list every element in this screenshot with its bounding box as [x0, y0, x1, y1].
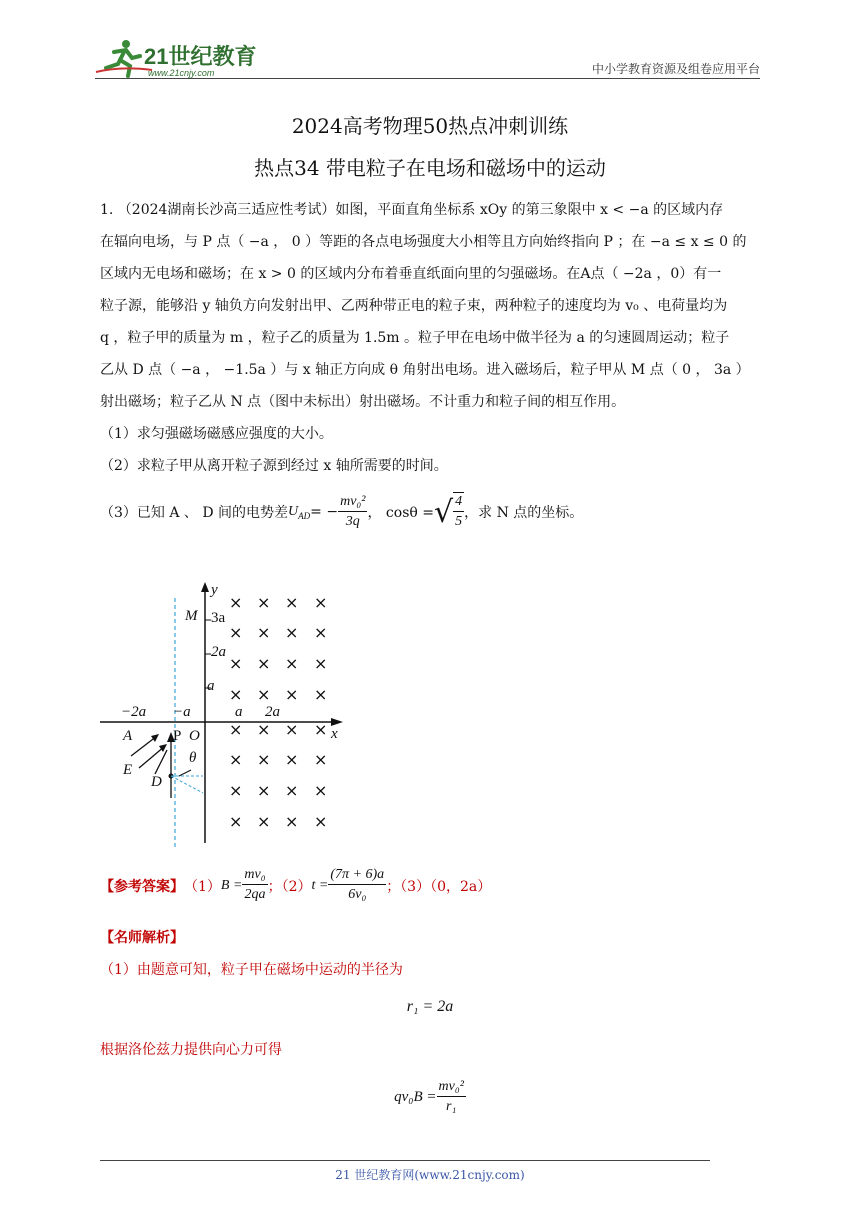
- svg-text:×: ×: [229, 781, 243, 800]
- problem-line-2: 在辐向电场，与 P 点（ −a ， 0 ）等距的各点电场强度大小相等且方向始终指向 P ；在 −a ≤ x ≤ 0 的: [100, 234, 747, 250]
- label-E: E: [123, 762, 133, 778]
- svg-text:×: ×: [285, 593, 299, 612]
- question-2: （2）求粒子甲从离开粒子源到经过 x 轴所需要的时间。: [100, 458, 448, 474]
- problem-line-6: 乙从 D 点（ −a ， −1.5a ）与 x 轴正方向成 θ 角射出电场。进入磁场后，粒子甲从 M 点（ 0 ， 3a ）: [100, 362, 750, 378]
- cos-fraction: $\frac{4}{5}$: [453, 492, 464, 532]
- svg-text:×: ×: [229, 654, 243, 673]
- svg-text:×: ×: [285, 781, 299, 800]
- site-name: 中小学教育资源及组卷应用平台: [591, 62, 760, 76]
- svg-text:×: ×: [285, 750, 299, 769]
- tick-a: a: [207, 678, 215, 694]
- svg-text:×: ×: [229, 812, 243, 831]
- tick-x-2a: 2a: [265, 704, 280, 720]
- logo-runner-icon: [92, 36, 262, 80]
- svg-text:×: ×: [314, 623, 328, 642]
- tick-2a: 2a: [211, 644, 226, 660]
- equation-lorentz: qv₀B = $\frac{\text{mv₀²}}{\text{r₁}}$: [394, 1079, 464, 1114]
- answer-2-fraction: $\frac{(7\pi + 6)a}{\text{6v₀}}$: [330, 867, 385, 902]
- svg-text:×: ×: [314, 812, 328, 831]
- header-divider: [95, 78, 760, 79]
- svg-text:×: ×: [314, 781, 328, 800]
- label-O: O: [189, 728, 200, 744]
- site-logo: [92, 36, 262, 80]
- svg-text:×: ×: [257, 593, 271, 612]
- svg-text:×: ×: [285, 623, 299, 642]
- svg-text:×: ×: [257, 750, 271, 769]
- svg-text:×: ×: [285, 812, 299, 831]
- document-title: 2024高考物理50热点冲刺训练: [291, 114, 569, 138]
- problem-line-4: 粒子源，能够沿 y 轴负方向发射出甲、乙两种带正电的粒子束，两种粒子的速度均为 v₀ 、电荷量均为: [100, 298, 728, 314]
- svg-text:×: ×: [285, 685, 299, 704]
- svg-text:×: ×: [229, 623, 243, 642]
- equation-r1: r₁ = 2a: [406, 998, 454, 1015]
- svg-text:×: ×: [314, 720, 328, 739]
- problem-line-1: 1. （2024湖南长沙高三适应性考试）如图，平面直角坐标系 xOy 的第三象限中 x < −a 的区域内存: [100, 202, 724, 218]
- svg-text:×: ×: [257, 685, 271, 704]
- reference-answer: 【参考答案】 （1） B = $\frac{\text{mv₀}}{2qa}$ ；（2） t = $\frac{(7\pi + 6)a}{\text{6v₀}}$ ；（3）（0，2a）: [100, 866, 765, 905]
- question-1: （1）求匀强磁场磁感应强度的大小。: [100, 426, 333, 442]
- potential-fraction: $\frac{\text{mv₀²}}{3q}$: [340, 493, 366, 529]
- svg-text:×: ×: [285, 654, 299, 673]
- label-M: M: [185, 608, 198, 624]
- svg-text:×: ×: [229, 593, 243, 612]
- analysis-step-1: （1）由题意可知，粒子甲在磁场中运动的半径为: [100, 962, 403, 978]
- svg-text:×: ×: [257, 812, 271, 831]
- sqrt-symbol: √: [434, 494, 454, 530]
- label-P: P: [173, 728, 182, 744]
- svg-text:×: ×: [314, 593, 328, 612]
- analysis-label: 【名师解析】: [100, 930, 184, 946]
- tick-x-a: a: [235, 704, 243, 720]
- question-3: （3）已知 A 、 D 间的电势差 $U_{AD}$ = − $\frac{\text{mv₀²}}{3q}$ ， cosθ = √ $\frac{4}{5}$ ，求 N 点的坐标。: [100, 492, 765, 532]
- document-subtitle: 热点34 带电粒子在电场和磁场中的运动: [254, 156, 606, 180]
- svg-text:×: ×: [229, 750, 243, 769]
- analysis-step-2: 根据洛伦兹力提供向心力可得: [100, 1042, 282, 1058]
- svg-text:×: ×: [229, 720, 243, 739]
- problem-line-3: 区域内无电场和磁场；在 x > 0 的区域内分布着垂直纸面向里的匀强磁场。在A点（ −2a ，0）有一: [100, 266, 722, 282]
- label-A: A: [123, 728, 133, 744]
- tick-3a: 3a: [211, 610, 226, 626]
- problem-line-5: q ，粒子甲的质量为 m ，粒子乙的质量为 1.5m 。粒子甲在电场中做半径为 a 的匀速圆周运动；粒子: [100, 330, 730, 346]
- footer-divider: [100, 1160, 710, 1161]
- svg-text:×: ×: [314, 750, 328, 769]
- tick-minus-a: −a: [173, 704, 191, 720]
- label-D: D: [151, 774, 162, 790]
- answer-1-fraction: $\frac{\text{mv₀}}{2qa}$: [244, 867, 266, 902]
- svg-text:×: ×: [257, 781, 271, 800]
- svg-text:×: ×: [314, 654, 328, 673]
- svg-text:×: ×: [257, 623, 271, 642]
- svg-text:www.21cnjy.com: www.21cnjy.com: [148, 68, 215, 78]
- footer-text[interactable]: 21 世纪教育网(www.21cnjy.com): [335, 1168, 525, 1182]
- label-theta: θ: [189, 750, 197, 766]
- svg-text:×: ×: [229, 685, 243, 704]
- tick-minus-2a: −2a: [121, 704, 147, 720]
- svg-text:×: ×: [257, 720, 271, 739]
- svg-text:×: ×: [314, 685, 328, 704]
- svg-text:21世纪教育: 21世纪教育: [144, 44, 257, 69]
- y-axis-label: y: [211, 582, 218, 598]
- x-axis-label: x: [331, 726, 338, 742]
- svg-text:×: ×: [257, 654, 271, 673]
- physics-figure: [95, 578, 355, 848]
- problem-line-7: 射出磁场；粒子乙从 N 点（图中未标出）射出磁场。不计重力和粒子间的相互作用。: [100, 394, 626, 410]
- svg-text:×: ×: [285, 720, 299, 739]
